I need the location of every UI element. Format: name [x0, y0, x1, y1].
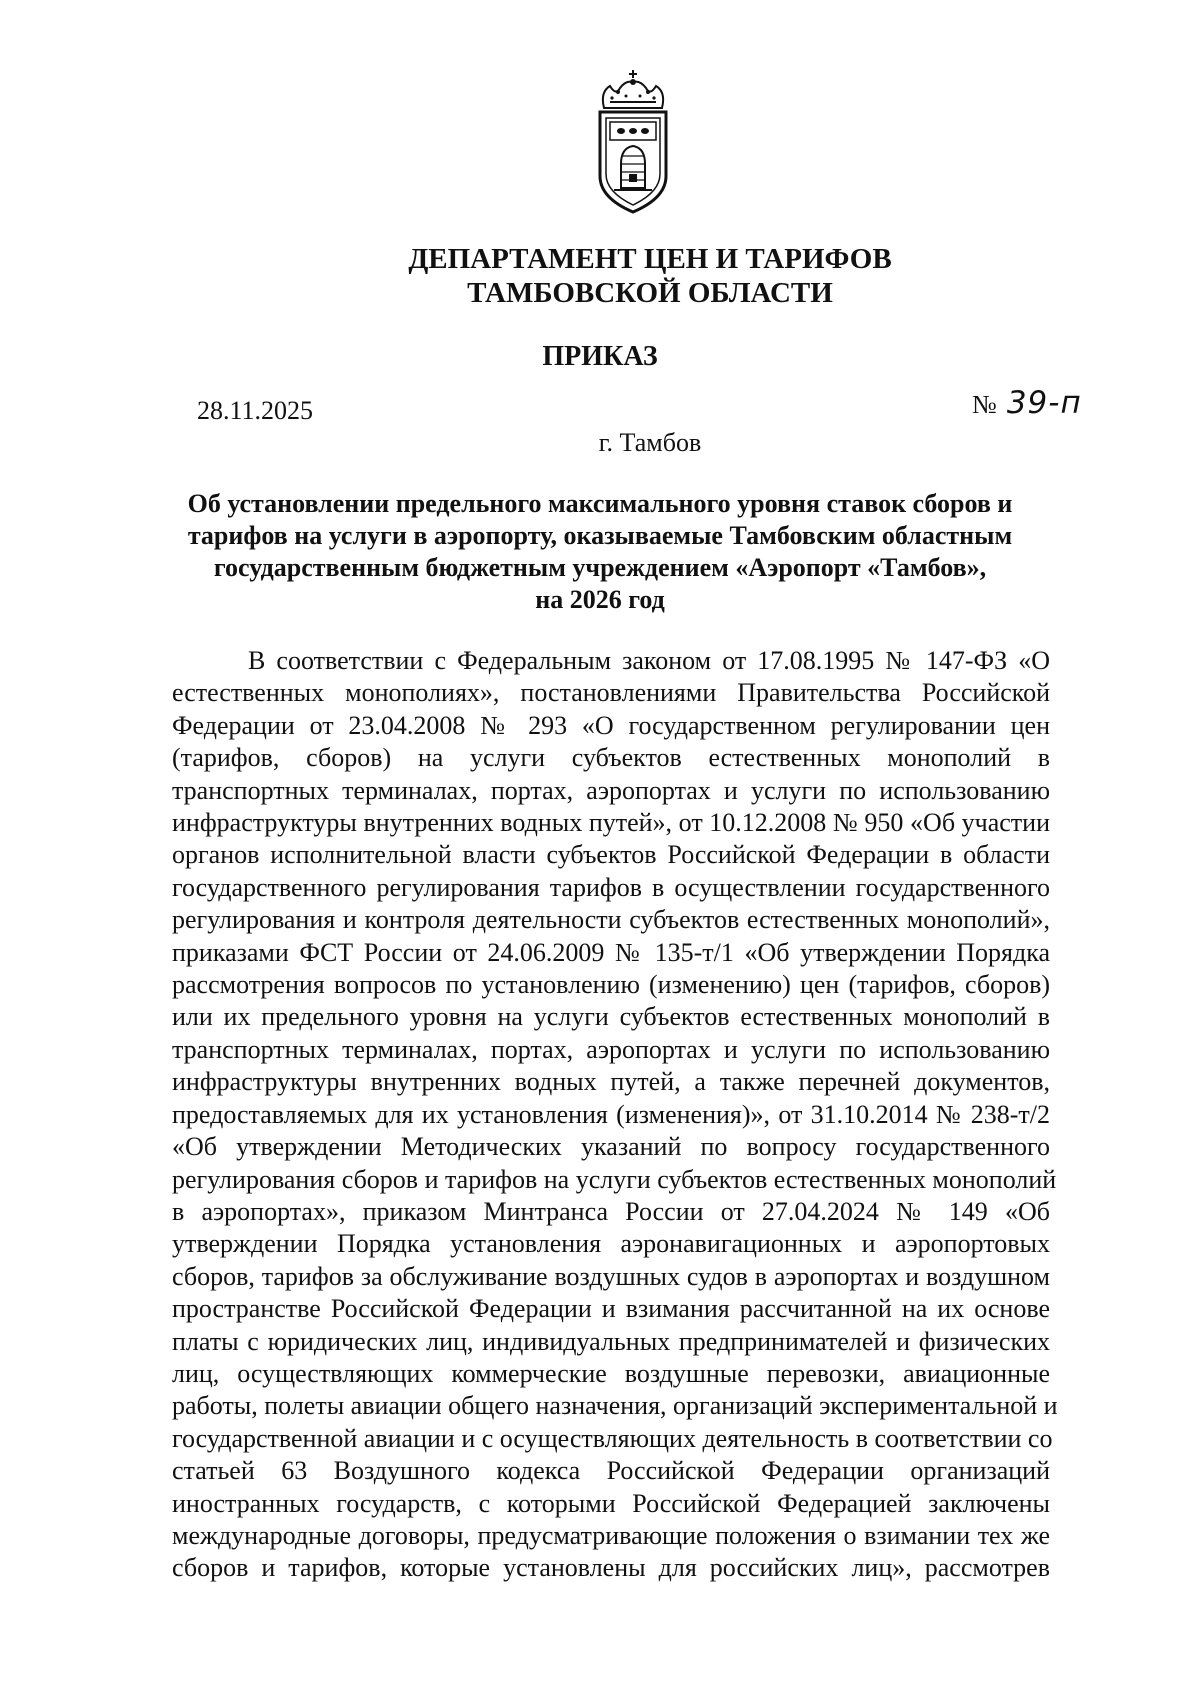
body-line: В соответствии с Федеральным законом от 17.08.1995 № 147-ФЗ «О	[248, 646, 1050, 675]
body-line: или их предельного уровня на услуги субъектов естественных монополий в	[172, 1002, 1050, 1032]
title-line: тарифов на услуги в аэропорту, оказываемые Тамбовским областным	[187, 521, 1013, 550]
number-sign: №	[972, 390, 997, 419]
organization-name-line-1: ДЕПАРТАМЕНТ ЦЕН И ТАРИФОВ	[408, 243, 892, 275]
organization-name-line-2: ТАМБОВСКОЙ ОБЛАСТИ	[467, 277, 833, 309]
body-line: естественных монополиях», постановлениями Правительства Российской	[172, 678, 1050, 708]
body-line: иностранных государств, с которыми Российской Федерацией заключены	[172, 1488, 1050, 1518]
document-number	[972, 385, 1082, 423]
body-line: приказами ФСТ России от 24.06.2009 № 135-т/1 «Об утверждении Порядка	[172, 937, 1050, 967]
body-line: «Об утверждении Методических указаний по вопросу государственного	[172, 1132, 1050, 1162]
document-type: ПРИКАЗ	[542, 341, 658, 372]
body-line: органов исполнительной власти субъектов Российской Федерации в области	[172, 840, 1050, 870]
body-line: пространстве Российской Федерации и взимания рассчитанной на их основе	[172, 1294, 1050, 1324]
body-line: транспортных терминалах, портах, аэропортах и услуги по использованию	[172, 1034, 1050, 1064]
body-line: предоставляемых для их установления (изменения)», от 31.10.2014 № 238-т/2	[172, 1099, 1050, 1129]
document-body	[172, 645, 1058, 1585]
title-line: на 2026 год	[535, 585, 665, 614]
tambov-coat-of-arms-icon	[590, 68, 676, 216]
body-line: работы, полеты авиации общего назначения, организаций экспериментальной и	[172, 1391, 1058, 1421]
document-date: 28.11.2025	[197, 396, 314, 425]
body-line: инфраструктуры внутренних водных путей», от 10.12.2008 № 950 «Об участии	[172, 808, 1050, 838]
body-line: статьей 63 Воздушного кодекса Российской Федерации организаций	[172, 1456, 1050, 1486]
body-line: (тарифов, сборов) на услуги субъектов естественных монополий в	[172, 743, 1050, 773]
body-line: регулирования и контроля деятельности субъектов естественных монополий»,	[172, 905, 1050, 935]
body-line: транспортных терминалах, портах, аэропортах и услуги по использованию	[172, 775, 1050, 805]
body-line: государственной авиации и с осуществляющих деятельность в соответствии со	[172, 1423, 1053, 1453]
body-line: государственного регулирования тарифов в осуществлении государственного	[172, 872, 1050, 902]
document-city: г. Тамбов	[598, 428, 702, 457]
body-line: рассмотрения вопросов по установлению (изменению) цен (тарифов, сборов)	[172, 970, 1050, 1000]
body-line: сборов и тарифов, которые установлены для российских лиц», рассмотрев	[172, 1553, 1050, 1583]
body-line: международные договоры, предусматривающие положения о взимании тех же	[172, 1520, 1050, 1550]
title-line: Об установлении предельного максимального уровня ставок сборов и	[187, 489, 1013, 518]
body-line: Федерации от 23.04.2008 № 293 «О государственном регулировании цен	[172, 710, 1050, 740]
document-title	[180, 488, 1020, 616]
body-line: лиц, осуществляющих коммерческие воздушные перевозки, авиационные	[172, 1358, 1050, 1388]
body-line: регулирования сборов и тарифов на услуги субъектов естественных монополий	[172, 1164, 1057, 1194]
handwritten-number: 39-п	[1006, 385, 1082, 421]
body-line: сборов, тарифов за обслуживание воздушных судов в аэропортах и воздушном	[172, 1261, 1050, 1291]
body-line: инфраструктуры внутренних водных путей, а также перечней документов,	[172, 1067, 1050, 1097]
body-line: платы с юридических лиц, индивидуальных предпринимателей и физических	[172, 1326, 1050, 1356]
body-line: в аэропортах», приказом Минтранса России от 27.04.2024 № 149 «Об	[172, 1196, 1050, 1226]
title-line: государственным бюджетным учреждением «Аэропорт «Тамбов»,	[213, 553, 987, 582]
body-line: утверждении Порядка установления аэронавигационных и аэропортовых	[172, 1229, 1050, 1259]
